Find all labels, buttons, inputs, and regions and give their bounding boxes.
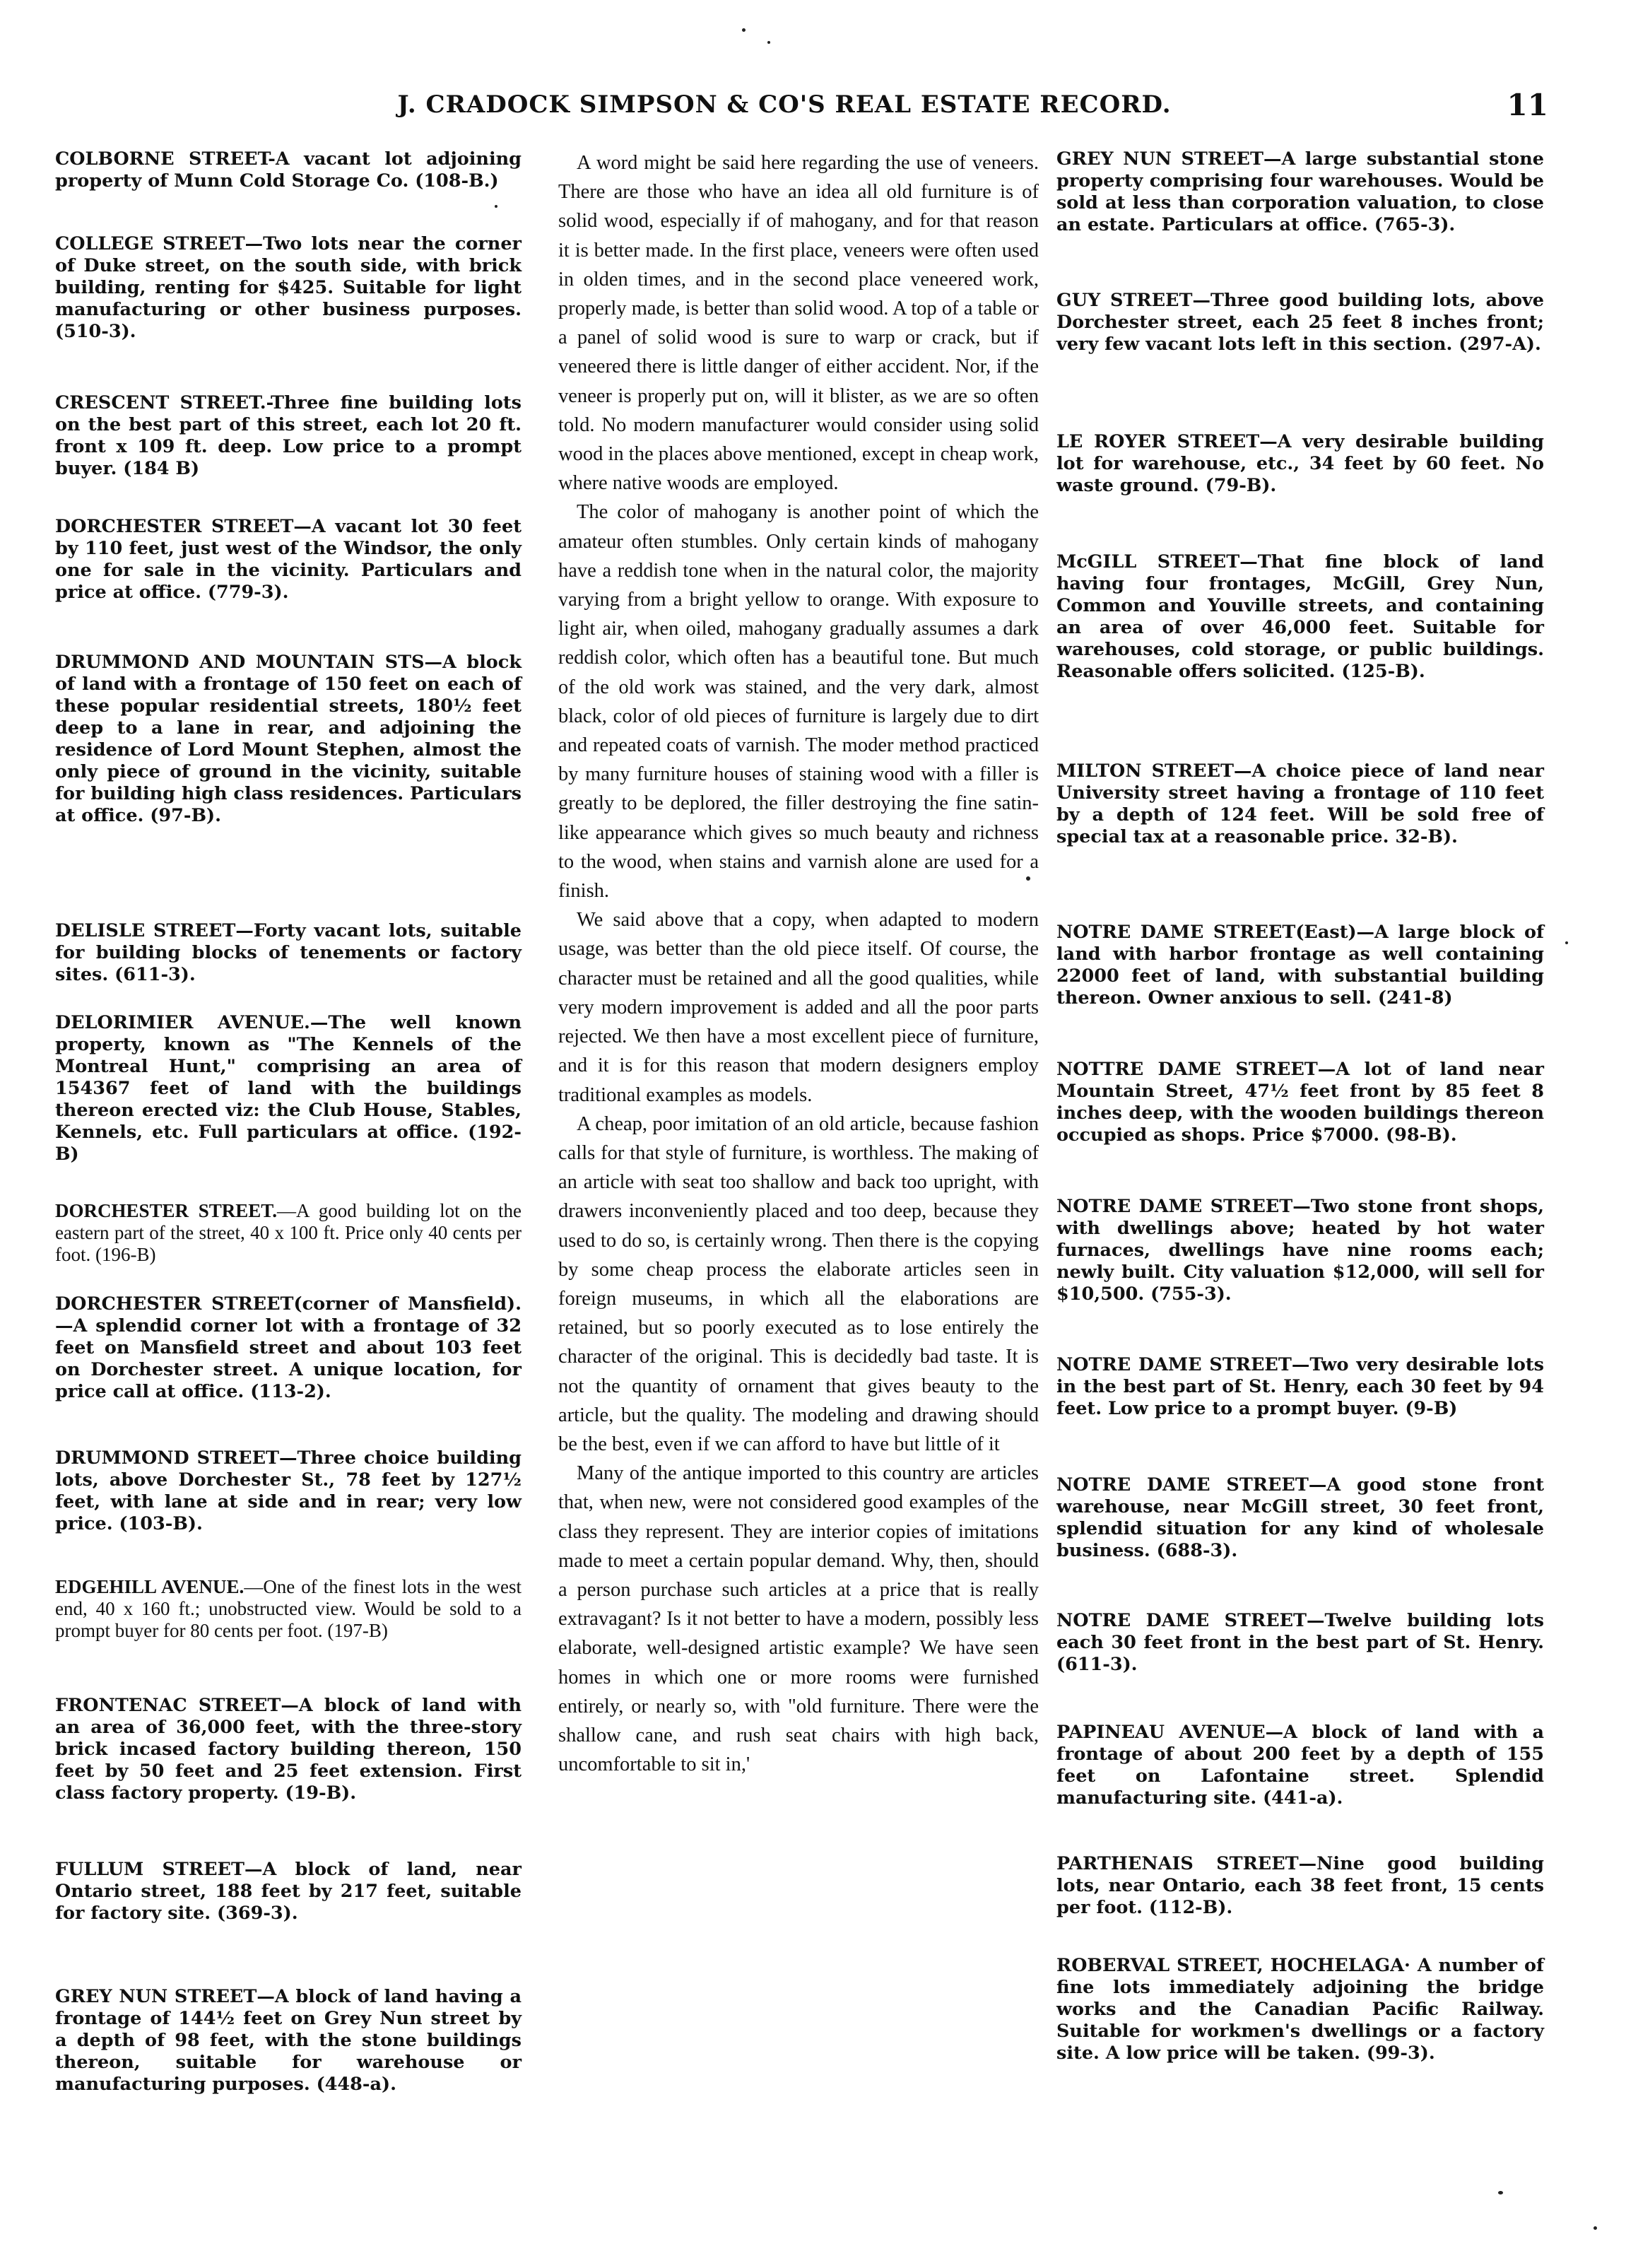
- page-number: 11: [1507, 88, 1548, 122]
- listing-roberval: ROBERVAL STREET, HOCHELAGA· A number of fine lots immediately adjoining the bridge works and the Canadian Pacific Railway. Suitable for workmen's dwellings or a factory site. A low price will be taken. (99-3).: [1056, 1955, 1545, 2064]
- listing-dorchester-1: DORCHESTER STREET—A vacant lot 30 feet by 110 feet, just west of the Windsor, the only one for sale in the vicinity. Particulars and price at office. (779-3).: [55, 516, 522, 603]
- article-paragraph: A cheap, poor imitation of an old article, because fashion calls for that style of furniture, is worthless. The making of an article with seat too shallow and back too upright, with drawers inconveniently placed and too deep, because they used to do so, is certainly wrong. Then there is the copying by some cheap process the elaborate articles seen in foreign museums, in which all the elaborations are retained, but so poorly executed as to lose entirely the character of the original. This is decidedly bad taste. It is not the quantity of ornament that gives beauty to the article, but the quality. The modeling and drawing should be the best, even if we can afford to have but little of it: [558, 1112, 1039, 1455]
- listing-milton: MILTON STREET—A choice piece of land near University street having a frontage of 110 feet by a depth of 124 feet. Will be sold free of special tax at a reasonable price. 32-B).: [1056, 760, 1544, 847]
- listing-parthenais: PARTHENAIS STREET—Nine good building lots, near Ontario, each 38 feet front, 15 cents per foot. (112-B).: [1056, 1853, 1544, 1918]
- listing-notre-dame-twelve: NOTRE DAME STREET—Twelve building lots each 30 feet front in the best part of St. Henry. (611-3).: [1056, 1610, 1545, 1675]
- listing-crescent: CRESCENT STREET.-Three fine building lots on the best part of this street, each lot 20 ft. front x 109 ft. deep. Low price to a prompt buyer. (184 B): [55, 392, 522, 479]
- listing-guy: GUY STREET—Three good building lots, above Dorchester street, each 25 feet 8 inches front; very few vacant lots left in this section. (297-A).: [1056, 290, 1545, 355]
- article-paragraph: We said above that a copy, when adapted to modern usage, was better than the old piece itself. Of course, the character must be retained and all the good qualities, while very modern improvement is added and all the poor parts rejected. We then have a most excellent piece of furniture, and it is for this reason that modern designers employ traditional examples as models.: [558, 909, 1039, 1106]
- listing-papineau: PAPINEAU AVENUE—A block of land with a frontage of about 200 feet by a depth of 155 feet on Lafontaine street. Splendid manufacturing site. (441-a).: [1056, 1722, 1544, 1809]
- listing-notre-dame-st-henry: NOTRE DAME STREET—Two very desirable lots in the best part of St. Henry, each 30 feet by 94 feet. Low price to a prompt buyer. (9-B): [1056, 1354, 1545, 1419]
- article-paragraph: A word might be said here regarding the use of veneers. There are those who have an idea all old furniture is of solid wood, especially if of mahogany, and for that reason it is better made. In the first place, veneers were often used in olden times, and in the second place veneered work, properly made, is better than solid wood. A top of a table or a panel of solid wood is sure to warp or crack, but if veneered there is little danger of either accident. Nor, if the veneer is properly put on, will it blister, as we are so often told. No modern manufacturer would consider using solid wood in the places above mentioned, except in cheap work, where native woods are employed.: [558, 152, 1039, 495]
- listing-college: COLLEGE STREET—Two lots near the corner of Duke street, on the south side, with brick building, renting for $425. Suitable for light manufacturing or other business purposes. (510-3).: [55, 233, 522, 342]
- listing-fullum: FULLUM STREET—A block of land, near Ontario street, 188 feet by 217 feet, suitable for factory site. (369-3).: [55, 1859, 522, 1924]
- page-header: [0, 90, 1626, 133]
- listing-nottre-dame: NOTTRE DAME STREET—A lot of land near Mountain Street, 47½ feet front by 85 feet 8 inches deep, with the wooden buildings thereon occupied as shops. Price $7000. (98-B).: [1056, 1059, 1544, 1146]
- listing-frontenac: FRONTENAC STREET—A block of land with an area of 36,000 feet, with the three-story brick incased factory building thereon, 150 feet by 50 feet and 25 feet extension. First class factory property. (19-B).: [55, 1695, 522, 1804]
- listing-dorchester-2: DORCHESTER STREET.—A good building lot on the eastern part of the street, 40 x 100 ft. Price only 40 cents per foot. (196-B): [55, 1200, 522, 1265]
- furniture-article: [558, 148, 1039, 1779]
- listing-colborne: COLBORNE STREET-A vacant lot adjoining property of Munn Cold Storage Co. (108-B.): [55, 148, 522, 192]
- listing-notre-dame-warehouse: NOTRE DAME STREET—A good stone front warehouse, near McGill street, 30 feet front, splendid situation for any kind of wholesale business. (688-3).: [1056, 1474, 1545, 1561]
- listing-dorchester-3: DORCHESTER STREET(corner of Mansfield).—A splendid corner lot with a frontage of 32 feet on Mansfield street and about 103 feet on Dorchester street. A unique location, for price call at office. (113-2).: [55, 1293, 522, 1402]
- running-title: J. CRADOCK SIMPSON & CO'S REAL ESTATE RECORD.: [397, 90, 1172, 119]
- listing-notre-dame-shops: NOTRE DAME STREET—Two stone front shops, with dwellings above; heated by hot water furnaces, dwellings have nine rooms each; newly built. City valuation $12,000, will sell for $10,500. (755-3).: [1056, 1196, 1545, 1305]
- listing-delisle: DELISLE STREET—Forty vacant lots, suitable for building blocks of tenements or factory sites. (611-3).: [55, 920, 522, 985]
- listing-notre-dame-east: NOTRE DAME STREET(East)—A large block of land with harbor frontage as well containing 22000 feet of land, with substantial building thereon. Owner anxious to sell. (241-8): [1056, 922, 1544, 1009]
- article-paragraph: The color of mahogany is another point of which the amateur often stumbles. Only certain kinds of mahogany have a reddish tone when in the natural color, the majority varying from a bright yellow to orange. With exposure to light air, when oiled, mahogany gradually assumes a dark reddish color, which often has a beautiful tone. But much of the old work was stained, and the very dark, almost black, color of old pieces of furniture is largely due to dirt and repeated coats of varnish. The moder method practiced by many furniture houses of staining wood with a filler is greatly to be deplored, the filler destroying the fine satin-like appearance which gives so much beauty and richness to the wood, when stains and varnish alone are used for a finish.: [558, 501, 1039, 903]
- article-paragraph: Many of the antique imported to this country are articles that, when new, were not considered good examples of the class they represent. They are interior copies of imitations made to meet a certain popular demand. Why, then, should a person purchase such articles at a price that is really extravagant? Is it not better to have a modern, possibly less elaborate, well-designed artistic example? We have seen homes in which one or more rooms were furnished entirely, or nearly so, with "old furniture. There were the shallow cane, and rush seat chairs with high back, uncomfortable to sit in,': [558, 1462, 1039, 1776]
- listing-mcgill: McGILL STREET—That fine block of land having four frontages, McGill, Grey Nun, Common and Youville streets, and containing an area of over 46,000 feet. Suitable for warehouses, cold storage, or public buildings. Reasonable offers solicited. (125-B).: [1056, 551, 1544, 682]
- listing-delorimier: DELORIMIER AVENUE.—The well known property, known as "The Kennels of the Montreal Hunt," comprising an area of 154367 feet of land with the buildings thereon erected viz: the Club House, Stables, Kennels, etc. Full particulars at office. (192-B): [55, 1012, 522, 1165]
- listing-drummond-mountain: DRUMMOND AND MOUNTAIN STS—A block of land with a frontage of 150 feet on each of these popular residential streets, 180½ feet deep to a lane in rear, and adjoining the residence of Lord Mount Stephen, almost the only piece of ground in the vicinity, suitable for building high class residences. Particulars at office. (97-B).: [55, 652, 522, 826]
- listing-edgehill: EDGEHILL AVENUE.—One of the finest lots in the west end, 40 x 160 ft.; unobstructed view. Would be sold to a prompt buyer for 80 cents per foot. (197-B): [55, 1576, 522, 1641]
- listing-le-royer: LE ROYER STREET—A very desirable building lot for warehouse, etc., 34 feet by 60 feet. No waste ground. (79-B).: [1056, 431, 1544, 496]
- listing-grey-nun-1: GREY NUN STREET—A block of land having a frontage of 144½ feet on Grey Nun street by a depth of 98 feet, with the stone buildings thereon, suitable for warehouse or manufacturing purposes. (448-a).: [55, 1986, 522, 2095]
- listing-drummond: DRUMMOND STREET—Three choice building lots, above Dorchester St., 78 feet by 127½ feet, with lane at side and in rear; very low price. (103-B).: [55, 1447, 522, 1534]
- listing-grey-nun-2: GREY NUN STREET—A large substantial stone property comprising four warehouses. Would be sold at less than corporation valuation, to close an estate. Particulars at office. (765-3).: [1056, 148, 1545, 235]
